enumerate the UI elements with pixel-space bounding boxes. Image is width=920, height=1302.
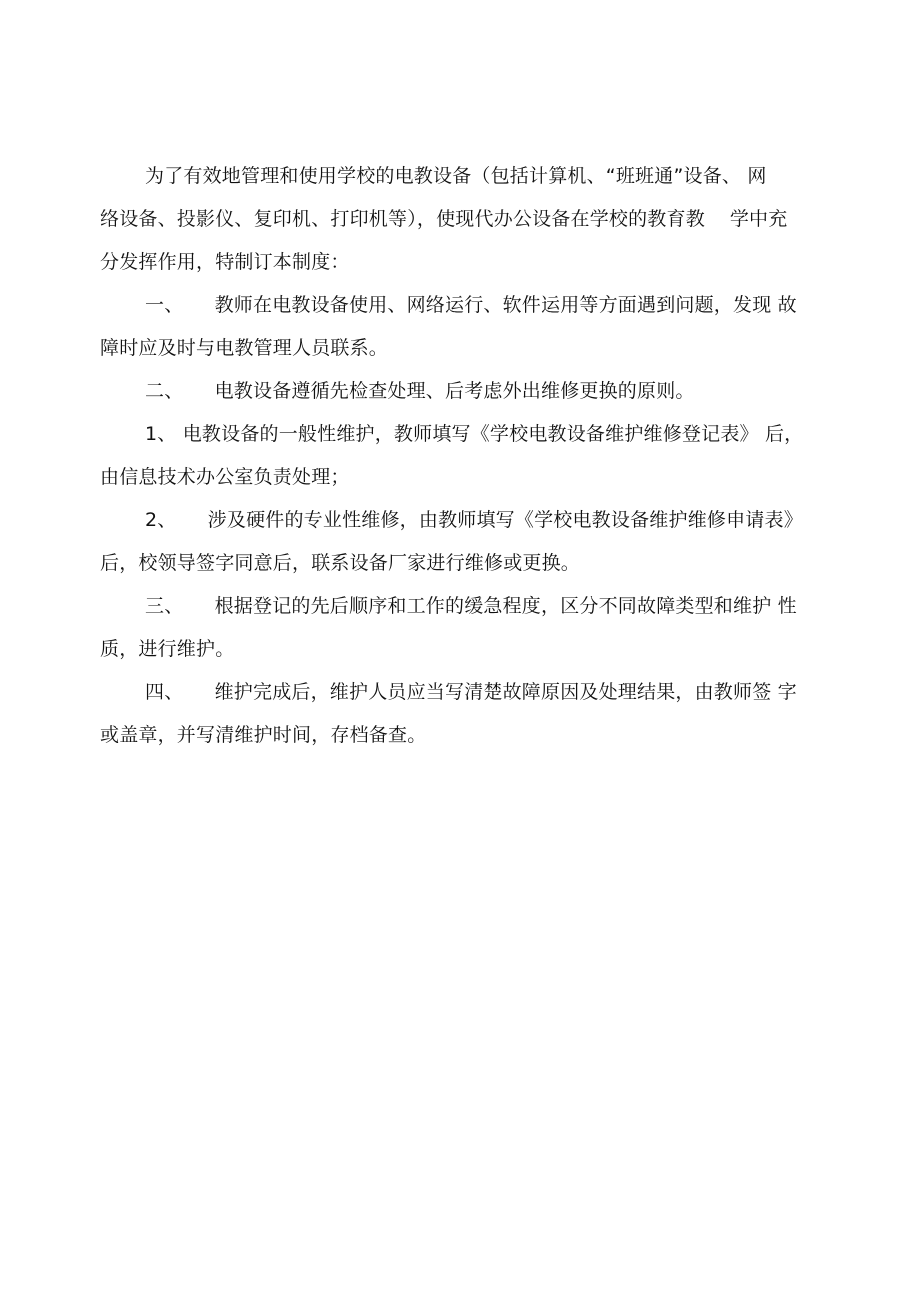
rule-2-line-1: 二、 电教设备遵循先检查处理、后考虑外出维修更换的原则。 [145, 380, 695, 402]
rule-4-line-1: 四、 维护完成后，维护人员应当写清楚故障原因及处理结果，由教师签 字 [145, 681, 797, 703]
rule-4-line-2: 或盖章，并写清维护时间，存档备查。 [100, 724, 427, 746]
rule-3-line-2: 质，进行维护。 [100, 638, 235, 660]
paragraph-intro-line-2: 络设备、投影仪、复印机、打印机等），使现代办公设备在学校的教育教 学中充 [100, 208, 788, 230]
rule-1-line-1: 一、 教师在电教设备使用、网络运行、软件运用等方面遇到问题，发现 故 [145, 294, 797, 316]
paragraph-intro-line-3: 分发挥作用，特制订本制度： [100, 251, 350, 273]
rule-2-item-1-line-2: 由信息技术办公室负责处理； [100, 466, 350, 488]
rule-2-item-2-line-2: 后，校领导签字同意后，联系设备厂家进行维修或更换。 [100, 552, 581, 574]
rule-1-line-2: 障时应及时与电教管理人员联系。 [100, 337, 389, 359]
rule-2-item-2-line-1: 2、 涉及硬件的专业性维修，由教师填写《学校电教设备维护维修申请表》 [145, 509, 803, 531]
rule-2-item-1-line-1: 1、 电教设备的一般性维护，教师填写《学校电教设备维护维修登记表》 后， [145, 423, 804, 445]
rule-3-line-1: 三、 根据登记的先后顺序和工作的缓急程度，区分不同故障类型和维护 性 [145, 595, 797, 617]
paragraph-intro-line-1: 为了有效地管理和使用学校的电教设备（包括计算机、“班班通”设备、 网 [145, 165, 767, 187]
